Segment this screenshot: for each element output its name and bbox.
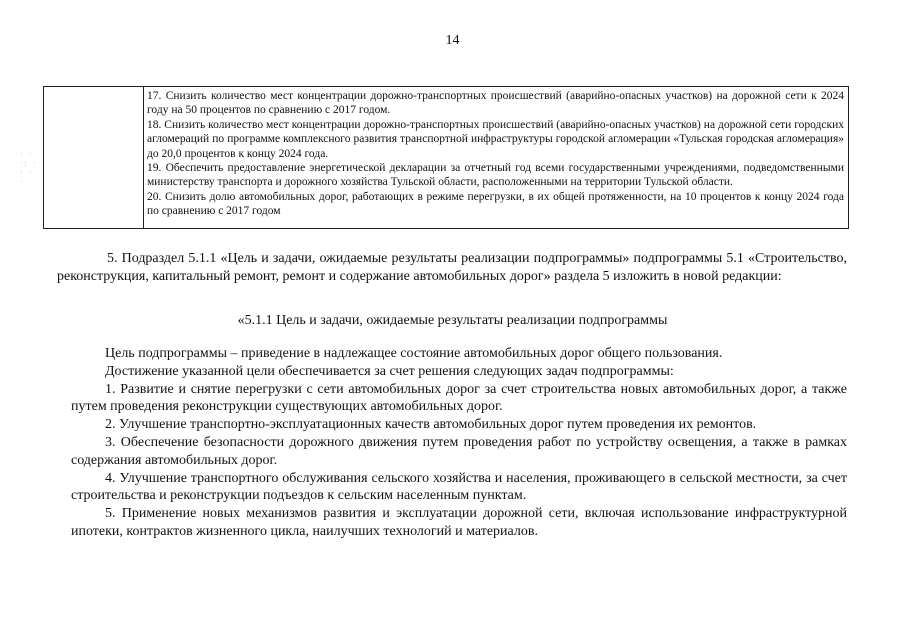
scan-artifact: · · ·: · · · · (20, 150, 38, 186)
task-item: 5. Применение новых механизмов развития и эксплуатации дорожной сети, включая использование инфраструктурной ипотеки, контрактов жизненного цикла, наилучших технологий и материалов. (71, 506, 847, 539)
page-number: 14 (445, 33, 460, 48)
goal-item: 18. Снизить количество мест концентрации дорожно-транспортных происшествий (аварийно-опасных участков) на дорожной сети городских агломераций по программе комплексного развития транспортной инфраструктуры городской агломерации «Тульская городская агломерация» до 20,0 процентов к концу 2024 года. (147, 118, 844, 160)
goals-table (43, 86, 849, 229)
goal-item: 20. Снизить долю автомобильных дорог, работающих в режиме перегрузки, в их общей протяженности, на 10 процентов к концу 2024 года по сравнению с 2017 годом (147, 190, 844, 218)
table-goals-cell (144, 87, 848, 228)
body-paragraph: Цель подпрограммы – приведение в надлежащее состояние автомобильных дорог общего пользования. (105, 346, 723, 361)
task-item: 4. Улучшение транспортного обслуживания сельского хозяйства и населения, проживающего в сельской местности, за счет строительства и реконструкции подъездов к сельским населенным пунктам. (71, 470, 847, 504)
goal-item: 19. Обеспечить предоставление энергетической декларации за отчетный год всеми государственными учреждениями, подведомственными министерству транспорта и дорожного хозяйства Тульской области, расположенными на территории Тульской области. (147, 162, 844, 189)
section-heading: «5.1.1 Цель и задачи, ожидаемые результаты реализации подпрограммы (237, 313, 668, 328)
intro-paragraph: 5. Подраздел 5.1.1 «Цель и задачи, ожидаемые результаты реализации подпрограммы» подпрограммы 5.1 «Строительство, реконструкция, капитальный ремонт, ремонт и содержание автомобильных дорог» раздела 5 изложить в новой редакции: (57, 251, 847, 284)
task-item: 2. Улучшение транспортно-эксплуатационных качеств автомобильных дорог путем проведения их ремонтов. (105, 417, 757, 433)
tasks-block (71, 345, 847, 541)
body-paragraph: Достижение указанной цели обеспечивается за счет решения следующих задач подпрограммы: (105, 363, 674, 379)
goal-item: 17. Снизить количество мест концентрации дорожно-транспортных происшествий (аварийно-опасных участков) на дорожной сети к 2024 году на 50 процентов по сравнению с 2017 годом. (147, 90, 844, 117)
task-item: 3. Обеспечение безопасности дорожного движения путем проведения работ по устройству освещения, а также в рамках содержания автомобильных дорог. (71, 434, 847, 468)
table-empty-cell (44, 87, 144, 228)
intro-block (57, 250, 847, 286)
task-item: 1. Развитие и снятие перегрузки с сети автомобильных дорог за счет строительства новых автомобильных дорог, а также путем проведения реконструкции существующих автомобильных дорог. (71, 381, 847, 415)
